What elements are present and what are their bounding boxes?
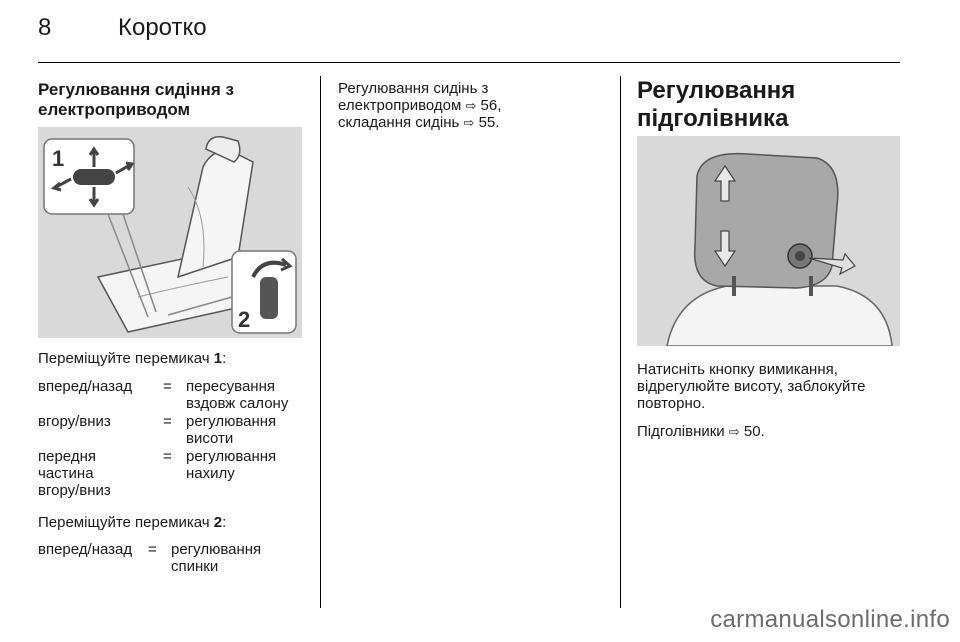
- headrest-shape: [695, 154, 838, 288]
- seat-figure: [38, 127, 302, 338]
- switch2-instruction: Переміщуйте перемикач 2:: [38, 514, 227, 531]
- headrest-instruction: Натисніть кнопку вимикання, відрегулюйте висоту, заблокуйте повторно.: [637, 361, 866, 412]
- switch-1-icon: [73, 169, 115, 185]
- section-heading-seat: Регулювання сидіння з електроприводом: [38, 80, 234, 119]
- seat-reference-text: Регулювання сидінь з електроприводом ⇨ 56, складання сидінь ⇨ 55.: [338, 80, 502, 131]
- page-ref-arrow-icon: ⇨: [465, 98, 477, 113]
- callout-label-2: 2: [238, 307, 251, 332]
- page-title: Коротко: [118, 14, 207, 41]
- column-divider-1: [320, 76, 321, 608]
- page-ref-arrow-icon: ⇨: [463, 115, 475, 130]
- switch1-instruction: Переміщуйте перемикач 1:: [38, 350, 227, 367]
- headrest-figure: [637, 136, 900, 346]
- section-heading-headrest: Регулювання підголівника: [637, 77, 796, 132]
- headrest-illustration: [637, 136, 900, 346]
- header-divider: [38, 62, 900, 63]
- page-ref-arrow-icon: ⇨: [728, 424, 740, 439]
- page-number: 8: [38, 14, 52, 41]
- column-divider-2: [620, 76, 621, 608]
- headrest-reference: Підголівники ⇨ 50.: [637, 423, 765, 440]
- callout-label-1: 1: [52, 146, 65, 171]
- watermark: carmanualsonline.info: [710, 606, 950, 633]
- switch-2-icon: [260, 277, 278, 319]
- seat-illustration: [38, 127, 302, 338]
